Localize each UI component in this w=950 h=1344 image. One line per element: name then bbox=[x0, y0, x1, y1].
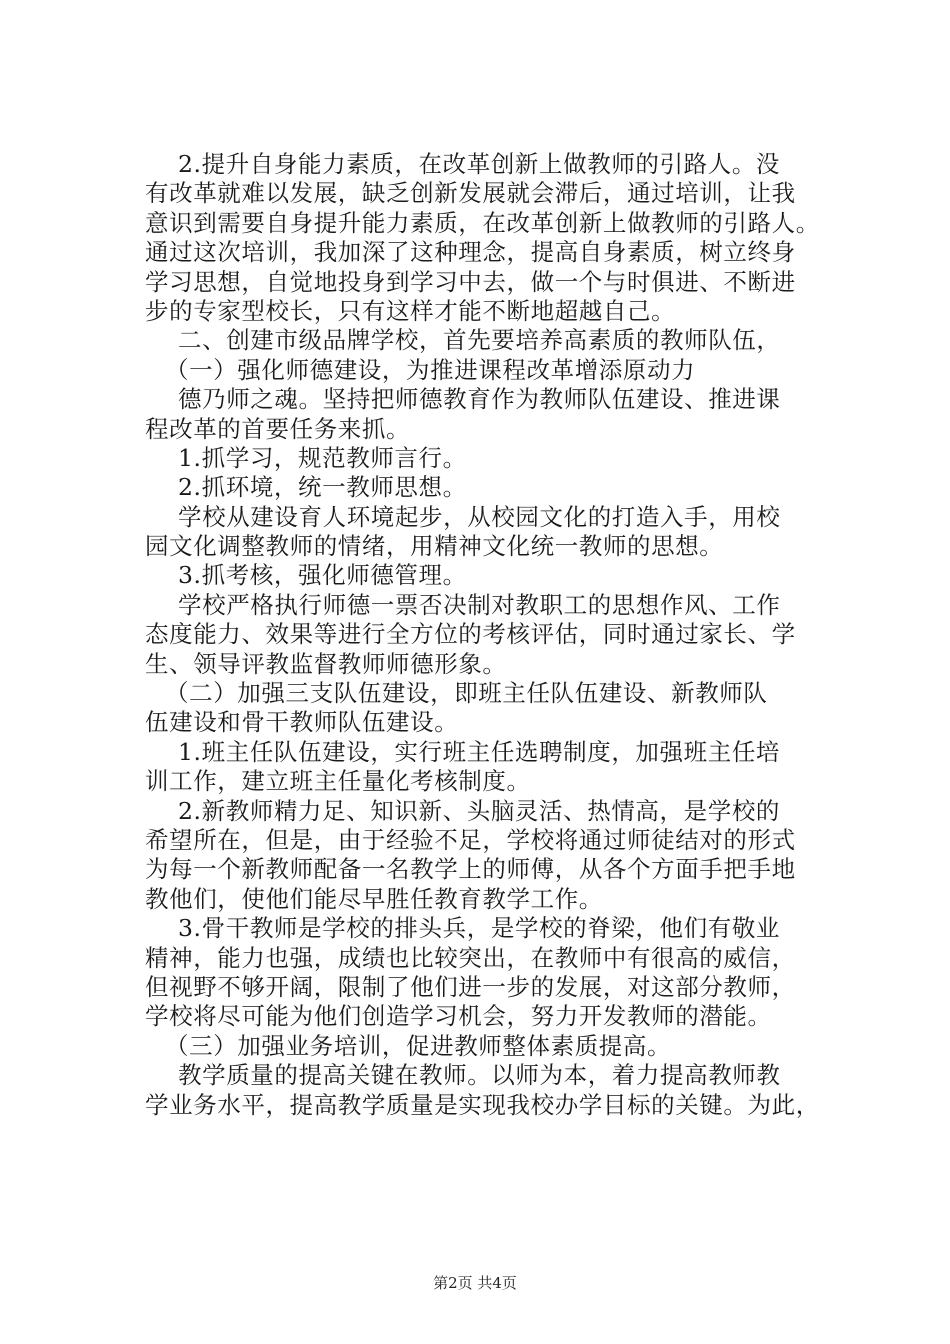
section-heading: 二、创建市级品牌学校，首先要培养高素质的教师队伍， bbox=[178, 326, 781, 355]
text-line: 态度能力、效果等进行全方位的考核评估，同时通过家长、学 bbox=[145, 620, 796, 649]
subsection-heading: （三）加强业务培训，促进教师整体素质提高。 bbox=[165, 1031, 672, 1060]
text-line: 3.骨干教师是学校的排头兵，是学校的脊梁，他们有敬业 bbox=[178, 914, 781, 943]
text-line: 教他们，使他们能尽早胜任教育教学工作。 bbox=[145, 884, 603, 913]
page-footer: 第2页 共4页 bbox=[433, 1274, 517, 1292]
text-line: 学校严格执行师德一票否决制对教职工的思想作风、工作 bbox=[178, 590, 781, 619]
text-line: 精神，能力也强，成绩也比较突出，在教师中有很高的威信， bbox=[145, 943, 796, 972]
text-line: 学习思想，自觉地投身到学习中去，做一个与时俱进、不断进 bbox=[145, 267, 796, 296]
subsection-heading: （二）加强三支队伍建设，即班主任队伍建设、新教师队 bbox=[165, 679, 768, 708]
subsection-heading: （一）强化师德建设，为推进课程改革增添原动力 bbox=[165, 355, 696, 384]
text-line: 伍建设和骨干教师队伍建设。 bbox=[145, 708, 459, 737]
text-line: 学校将尽可能为他们创造学习机会，努力开发教师的潜能。 bbox=[145, 1002, 772, 1031]
text-line: 园文化调整教师的情绪，用精神文化统一教师的思想。 bbox=[145, 532, 724, 561]
text-line: 教学质量的提高关键在教师。以师为本，着力提高教师教 bbox=[178, 1061, 781, 1090]
text-line: 为每一个新教师配备一名教学上的师傅，从各个方面手把手地 bbox=[145, 855, 796, 884]
text-line: 3.抓考核，强化师德管理。 bbox=[178, 561, 467, 590]
text-line: 2.抓环境，统一教师思想。 bbox=[178, 473, 467, 502]
text-line: 但视野不够开阔，限制了他们进一步的发展，对这部分教师， bbox=[145, 972, 796, 1001]
text-line: 2.提升自身能力素质，在改革创新上做教师的引路人。没 bbox=[178, 150, 781, 178]
text-line: 有改革就难以发展，缺乏创新发展就会滞后，通过培训，让我 bbox=[145, 179, 796, 208]
text-line: 步的专家型校长，只有这样才能不断地超越自己。 bbox=[145, 296, 676, 325]
text-line: 2.新教师精力足、知识新、头脑灵活、热情高，是学校的 bbox=[178, 796, 781, 825]
text-line: 1.班主任队伍建设，实行班主任选聘制度，加强班主任培 bbox=[178, 737, 781, 766]
text-line: 意识到需要自身提升能力素质，在改革创新上做教师的引路人。 bbox=[145, 208, 820, 237]
text-line: 学校从建设育人环境起步，从校园文化的打造入手，用校 bbox=[178, 502, 781, 531]
text-line: 希望所在，但是，由于经验不足，学校将通过师徒结对的形式 bbox=[145, 825, 796, 854]
text-line: 德乃师之魂。坚持把师德教育作为教师队伍建设、推进课 bbox=[178, 385, 781, 414]
text-line: 程改革的首要任务来抓。 bbox=[145, 414, 411, 443]
text-line: 1.抓学习，规范教师言行。 bbox=[178, 443, 467, 472]
text-line: 通过这次培训，我加深了这种理念，提高自身素质，树立终身 bbox=[145, 238, 796, 267]
text-line: 生、领导评教监督教师师德形象。 bbox=[145, 649, 507, 678]
document-body bbox=[145, 150, 845, 1120]
text-line: 训工作，建立班主任量化考核制度。 bbox=[145, 767, 531, 796]
text-line: 学业务水平，提高教学质量是实现我校办学目标的关键。为此， bbox=[145, 1090, 820, 1119]
